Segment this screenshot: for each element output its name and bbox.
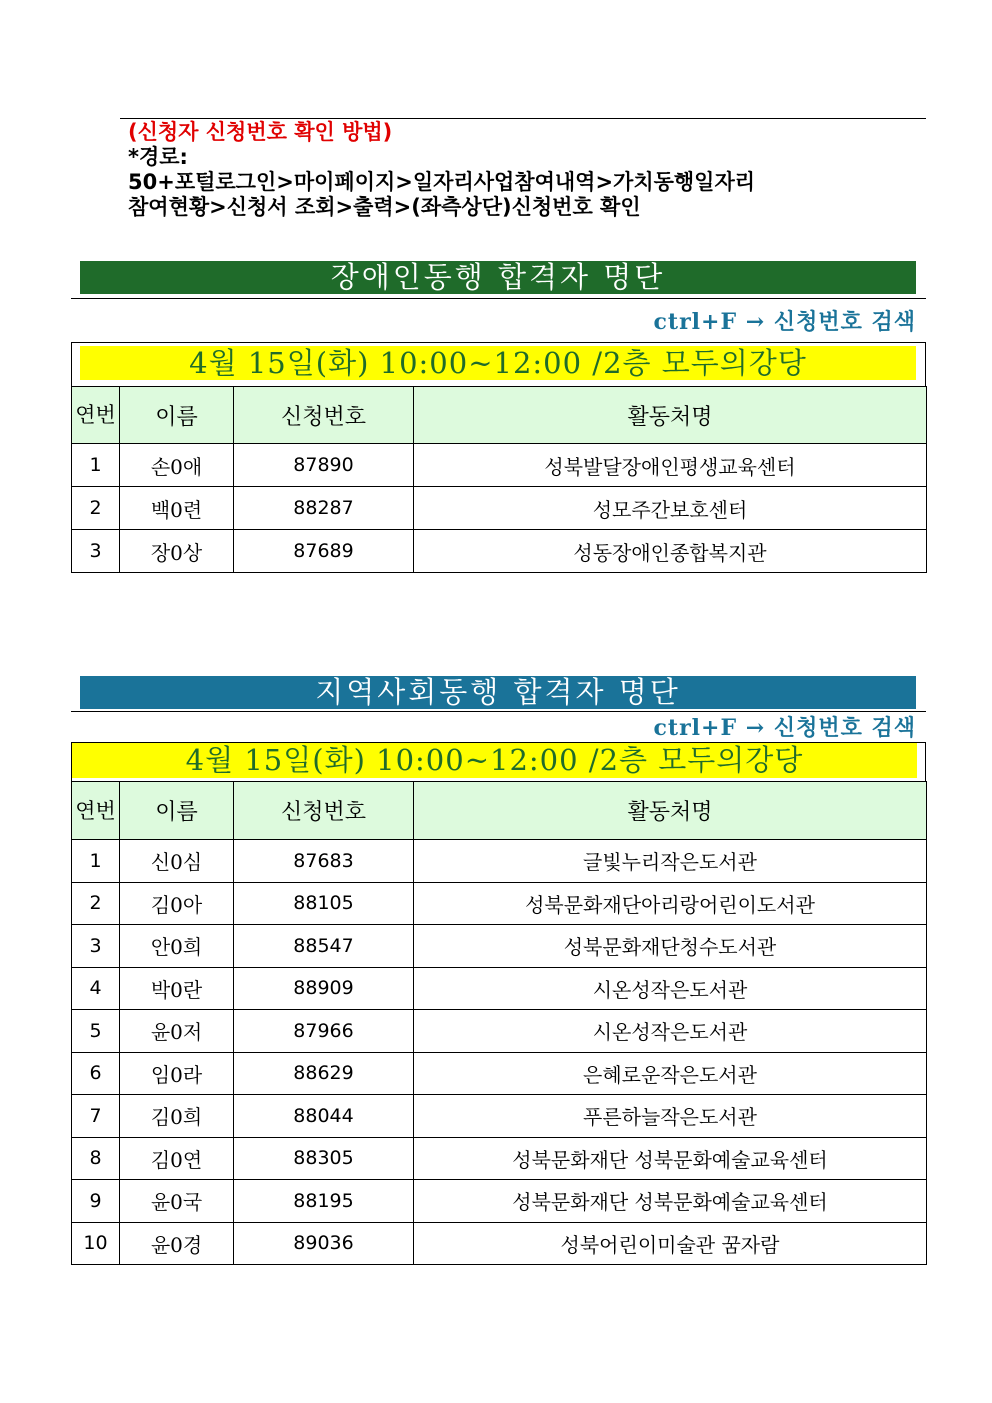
row-no: 1 bbox=[72, 444, 120, 487]
table-row bbox=[72, 1137, 927, 1180]
row-place: 글빛누리작은도서관 bbox=[414, 840, 927, 883]
row-name: 윤0국 bbox=[120, 1180, 234, 1223]
table-header-row bbox=[72, 387, 927, 444]
row-name: 윤0경 bbox=[120, 1222, 234, 1265]
header-place: 활동처명 bbox=[414, 782, 927, 840]
row-place: 성모주간보호센터 bbox=[414, 487, 927, 530]
section1-search-hint: ctrl+F → 신청번호 검색 bbox=[653, 309, 916, 335]
row-name: 안0희 bbox=[120, 925, 234, 968]
header-app-no: 신청번호 bbox=[234, 782, 414, 840]
row-app-no: 88105 bbox=[234, 882, 414, 925]
row-no: 4 bbox=[72, 967, 120, 1010]
row-place: 성북발달장애인평생교육센터 bbox=[414, 444, 927, 487]
row-no: 1 bbox=[72, 840, 120, 883]
row-app-no: 88195 bbox=[234, 1180, 414, 1223]
section2-table bbox=[71, 781, 927, 1265]
row-no: 10 bbox=[72, 1222, 120, 1265]
row-name: 장0상 bbox=[120, 530, 234, 573]
table-row bbox=[72, 444, 927, 487]
row-name: 신0심 bbox=[120, 840, 234, 883]
row-place: 성북문화재단청수도서관 bbox=[414, 925, 927, 968]
row-name: 손0애 bbox=[120, 444, 234, 487]
header-name: 이름 bbox=[120, 782, 234, 840]
table-header-row bbox=[72, 782, 927, 840]
row-app-no: 88547 bbox=[234, 925, 414, 968]
table-row bbox=[72, 882, 927, 925]
info-route-line2: 참여현황>신청서 조회>출력>(좌측상단)신청번호 확인 bbox=[128, 195, 641, 219]
table-row bbox=[72, 967, 927, 1010]
row-name: 윤0저 bbox=[120, 1010, 234, 1053]
table-row bbox=[72, 1222, 927, 1265]
row-place: 시온성작은도서관 bbox=[414, 1010, 927, 1053]
section2-date: 4월 15일(화) 10:00~12:00 /2층 모두의강당 bbox=[72, 743, 917, 778]
table-row bbox=[72, 840, 927, 883]
row-place: 성북문화재단아리랑어린이도서관 bbox=[414, 882, 927, 925]
row-app-no: 88287 bbox=[234, 487, 414, 530]
row-no: 3 bbox=[72, 925, 120, 968]
row-name: 박0란 bbox=[120, 967, 234, 1010]
header-app-no: 신청번호 bbox=[234, 387, 414, 444]
info-route-label: *경로: bbox=[128, 145, 188, 169]
section1-table bbox=[71, 386, 927, 573]
row-no: 9 bbox=[72, 1180, 120, 1223]
info-block bbox=[128, 120, 755, 220]
section2-banner: 지역사회동행 합격자 명단 bbox=[80, 676, 916, 709]
row-name: 백0련 bbox=[120, 487, 234, 530]
row-place: 성북문화재단 성북문화예술교육센터 bbox=[414, 1137, 927, 1180]
row-no: 6 bbox=[72, 1052, 120, 1095]
table-row bbox=[72, 1095, 927, 1138]
row-place: 은혜로운작은도서관 bbox=[414, 1052, 927, 1095]
row-app-no: 87683 bbox=[234, 840, 414, 883]
section1-banner: 장애인동행 합격자 명단 bbox=[80, 261, 916, 294]
header-name: 이름 bbox=[120, 387, 234, 444]
row-name: 김0희 bbox=[120, 1095, 234, 1138]
section2-search-hint: ctrl+F → 신청번호 검색 bbox=[653, 715, 916, 741]
row-place: 성동장애인종합복지관 bbox=[414, 530, 927, 573]
row-app-no: 87966 bbox=[234, 1010, 414, 1053]
row-no: 7 bbox=[72, 1095, 120, 1138]
row-app-no: 89036 bbox=[234, 1222, 414, 1265]
table-row bbox=[72, 925, 927, 968]
table-row bbox=[72, 1180, 927, 1223]
row-app-no: 87890 bbox=[234, 444, 414, 487]
row-app-no: 88629 bbox=[234, 1052, 414, 1095]
row-place: 성북어린이미술관 꿈자람 bbox=[414, 1222, 927, 1265]
row-no: 2 bbox=[72, 487, 120, 530]
table-row bbox=[72, 1010, 927, 1053]
row-app-no: 88305 bbox=[234, 1137, 414, 1180]
header-no: 연번 bbox=[72, 782, 120, 840]
row-app-no: 88044 bbox=[234, 1095, 414, 1138]
row-name: 임0라 bbox=[120, 1052, 234, 1095]
row-name: 김0아 bbox=[120, 882, 234, 925]
section1-rule bbox=[71, 298, 926, 299]
row-place: 시온성작은도서관 bbox=[414, 967, 927, 1010]
row-place: 푸른하늘작은도서관 bbox=[414, 1095, 927, 1138]
top-rule bbox=[120, 118, 926, 119]
table-row bbox=[72, 487, 927, 530]
row-app-no: 88909 bbox=[234, 967, 414, 1010]
section1-date: 4월 15일(화) 10:00~12:00 /2층 모두의강당 bbox=[80, 346, 916, 380]
table-row bbox=[72, 530, 927, 573]
row-no: 2 bbox=[72, 882, 120, 925]
row-app-no: 87689 bbox=[234, 530, 414, 573]
info-route-line1: 50+포털로그인>마이페이지>일자리사업참여내역>가치동행일자리 bbox=[128, 170, 756, 194]
table-row bbox=[72, 1052, 927, 1095]
header-no: 연번 bbox=[72, 387, 120, 444]
row-name: 김0연 bbox=[120, 1137, 234, 1180]
info-title: (신청자 신청번호 확인 방법) bbox=[128, 120, 393, 144]
row-no: 5 bbox=[72, 1010, 120, 1053]
row-no: 8 bbox=[72, 1137, 120, 1180]
row-place: 성북문화재단 성북문화예술교육센터 bbox=[414, 1180, 927, 1223]
row-no: 3 bbox=[72, 530, 120, 573]
header-place: 활동처명 bbox=[414, 387, 927, 444]
